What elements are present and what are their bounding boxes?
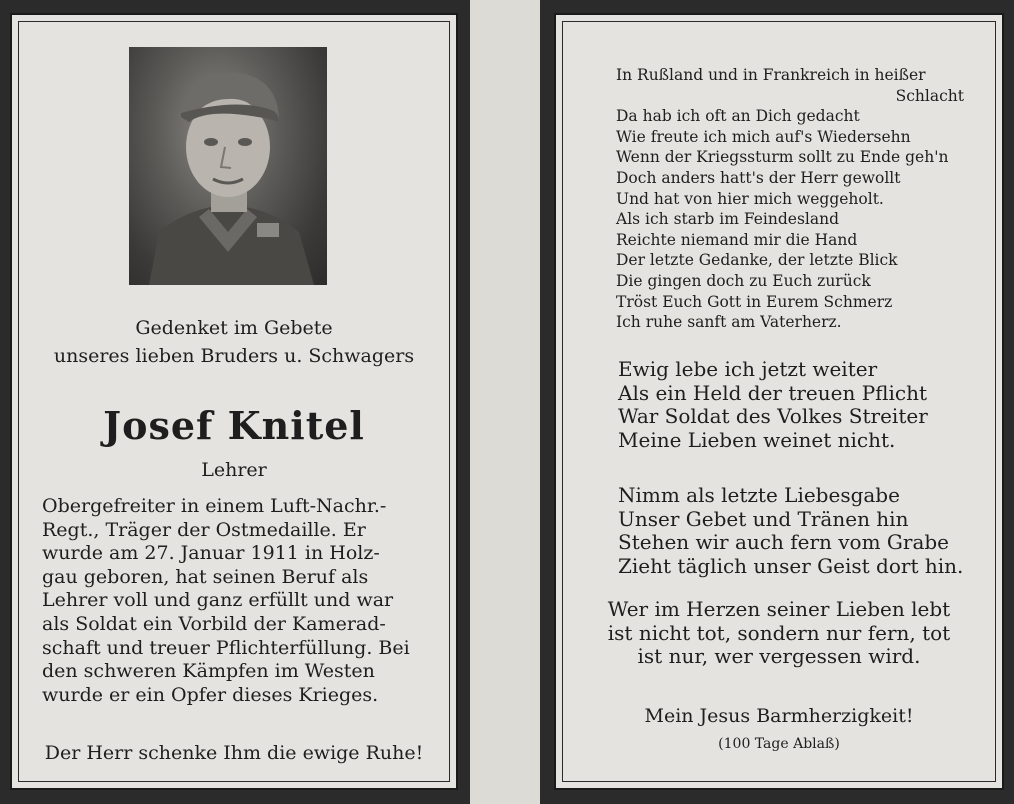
closing-blessing: Der Herr schenke Ihm die ewige Ruhe! (44, 742, 424, 764)
right-card-sheet (540, 0, 1014, 804)
poem-line: Nimm als letzte Liebesgabe (618, 483, 900, 507)
poem-line: Der letzte Gedanke, der letzte Blick (616, 251, 898, 270)
poem-stanza-4 (556, 598, 1002, 669)
bio-line: Lehrer voll und ganz erfüllt und war (42, 589, 394, 612)
poem-line: Stehen wir auch fern vom Grabe (618, 530, 950, 554)
bio-line: wurde am 27. Januar 1911 in Holz- (42, 542, 380, 565)
page-gutter (470, 0, 540, 804)
poem-line: Ewig lebe ich jetzt weiter (618, 357, 878, 381)
bio-line: den schweren Kämpfen im Westen (42, 660, 375, 683)
poem-line: Zieht täglich unser Geist dort hin. (618, 553, 964, 578)
portrait-image (129, 47, 327, 285)
bio-line: gau geboren, hat seinen Beruf als (42, 565, 369, 588)
indulgence-note: (100 Tage Ablaß) (718, 736, 840, 752)
poem-line: Die gingen doch zu Euch zurück (616, 271, 871, 290)
poem-line: Ich ruhe sanft am Vaterherz. (616, 313, 842, 332)
bio-line: Regt., Träger der Ostmedaille. Er (42, 518, 366, 541)
poem-line: ist nur, wer vergessen wird. (637, 644, 921, 668)
poem-line: Als ein Held der treuen Pflicht (618, 380, 928, 405)
poem-line: Reichte niemand mir die Hand (616, 230, 858, 249)
soldier-portrait-photo (129, 47, 327, 285)
memorial-card-back (554, 13, 1004, 790)
poem-line: Doch anders hatt's der Herr gewollt (616, 168, 901, 187)
poem-line: In Rußland und in Frankreich in heißer (616, 66, 926, 84)
intro-line-1: Gedenket im Gebete (135, 317, 333, 339)
bio-line: als Soldat ein Vorbild der Kamerad- (42, 612, 386, 635)
biography-text (42, 495, 430, 707)
deceased-name: Josef Knitel (103, 403, 365, 448)
poem-line: Als ich starb im Feindesland (616, 210, 840, 229)
profession: Lehrer (201, 459, 267, 481)
left-card-sheet (0, 0, 470, 804)
poem-line: Schlacht (895, 86, 964, 105)
poem-line: Wie freute ich mich auf's Wiedersehn (616, 127, 911, 146)
poem-stanza-1 (616, 65, 966, 333)
poem-line: Da hab ich oft an Dich gedacht (616, 107, 860, 126)
bio-line: wurde er ein Opfer dieses Krieges. (42, 683, 379, 706)
poem-line: Meine Lieben weinet nicht. (618, 427, 896, 452)
memorial-card-front (10, 13, 458, 790)
bio-line: Obergefreiter in einem Luft-Nachr.- (42, 495, 387, 517)
poem-line: Tröst Euch Gott in Eurem Schmerz (616, 292, 893, 311)
poem-stanza-3 (618, 484, 963, 578)
poem-stanza-2 (618, 358, 928, 452)
poem-line: Wenn der Kriegssturm sollt zu Ende geh'n (616, 148, 949, 167)
poem-line: ist nicht tot, sondern nur fern, tot (607, 620, 951, 645)
prayer-invocation: Mein Jesus Barmherzigkeit! (644, 705, 914, 727)
poem-line: War Soldat des Volkes Streiter (618, 404, 928, 428)
poem-line: Unser Gebet und Tränen hin (618, 506, 909, 531)
bio-line: schaft und treuer Pflichterfüllung. Bei (42, 636, 410, 659)
poem-line: Und hat von hier mich weggeholt. (616, 189, 884, 208)
intro-line-2: unseres lieben Bruders u. Schwagers (53, 345, 415, 367)
poem-line: Wer im Herzen seiner Lieben lebt (607, 597, 951, 621)
